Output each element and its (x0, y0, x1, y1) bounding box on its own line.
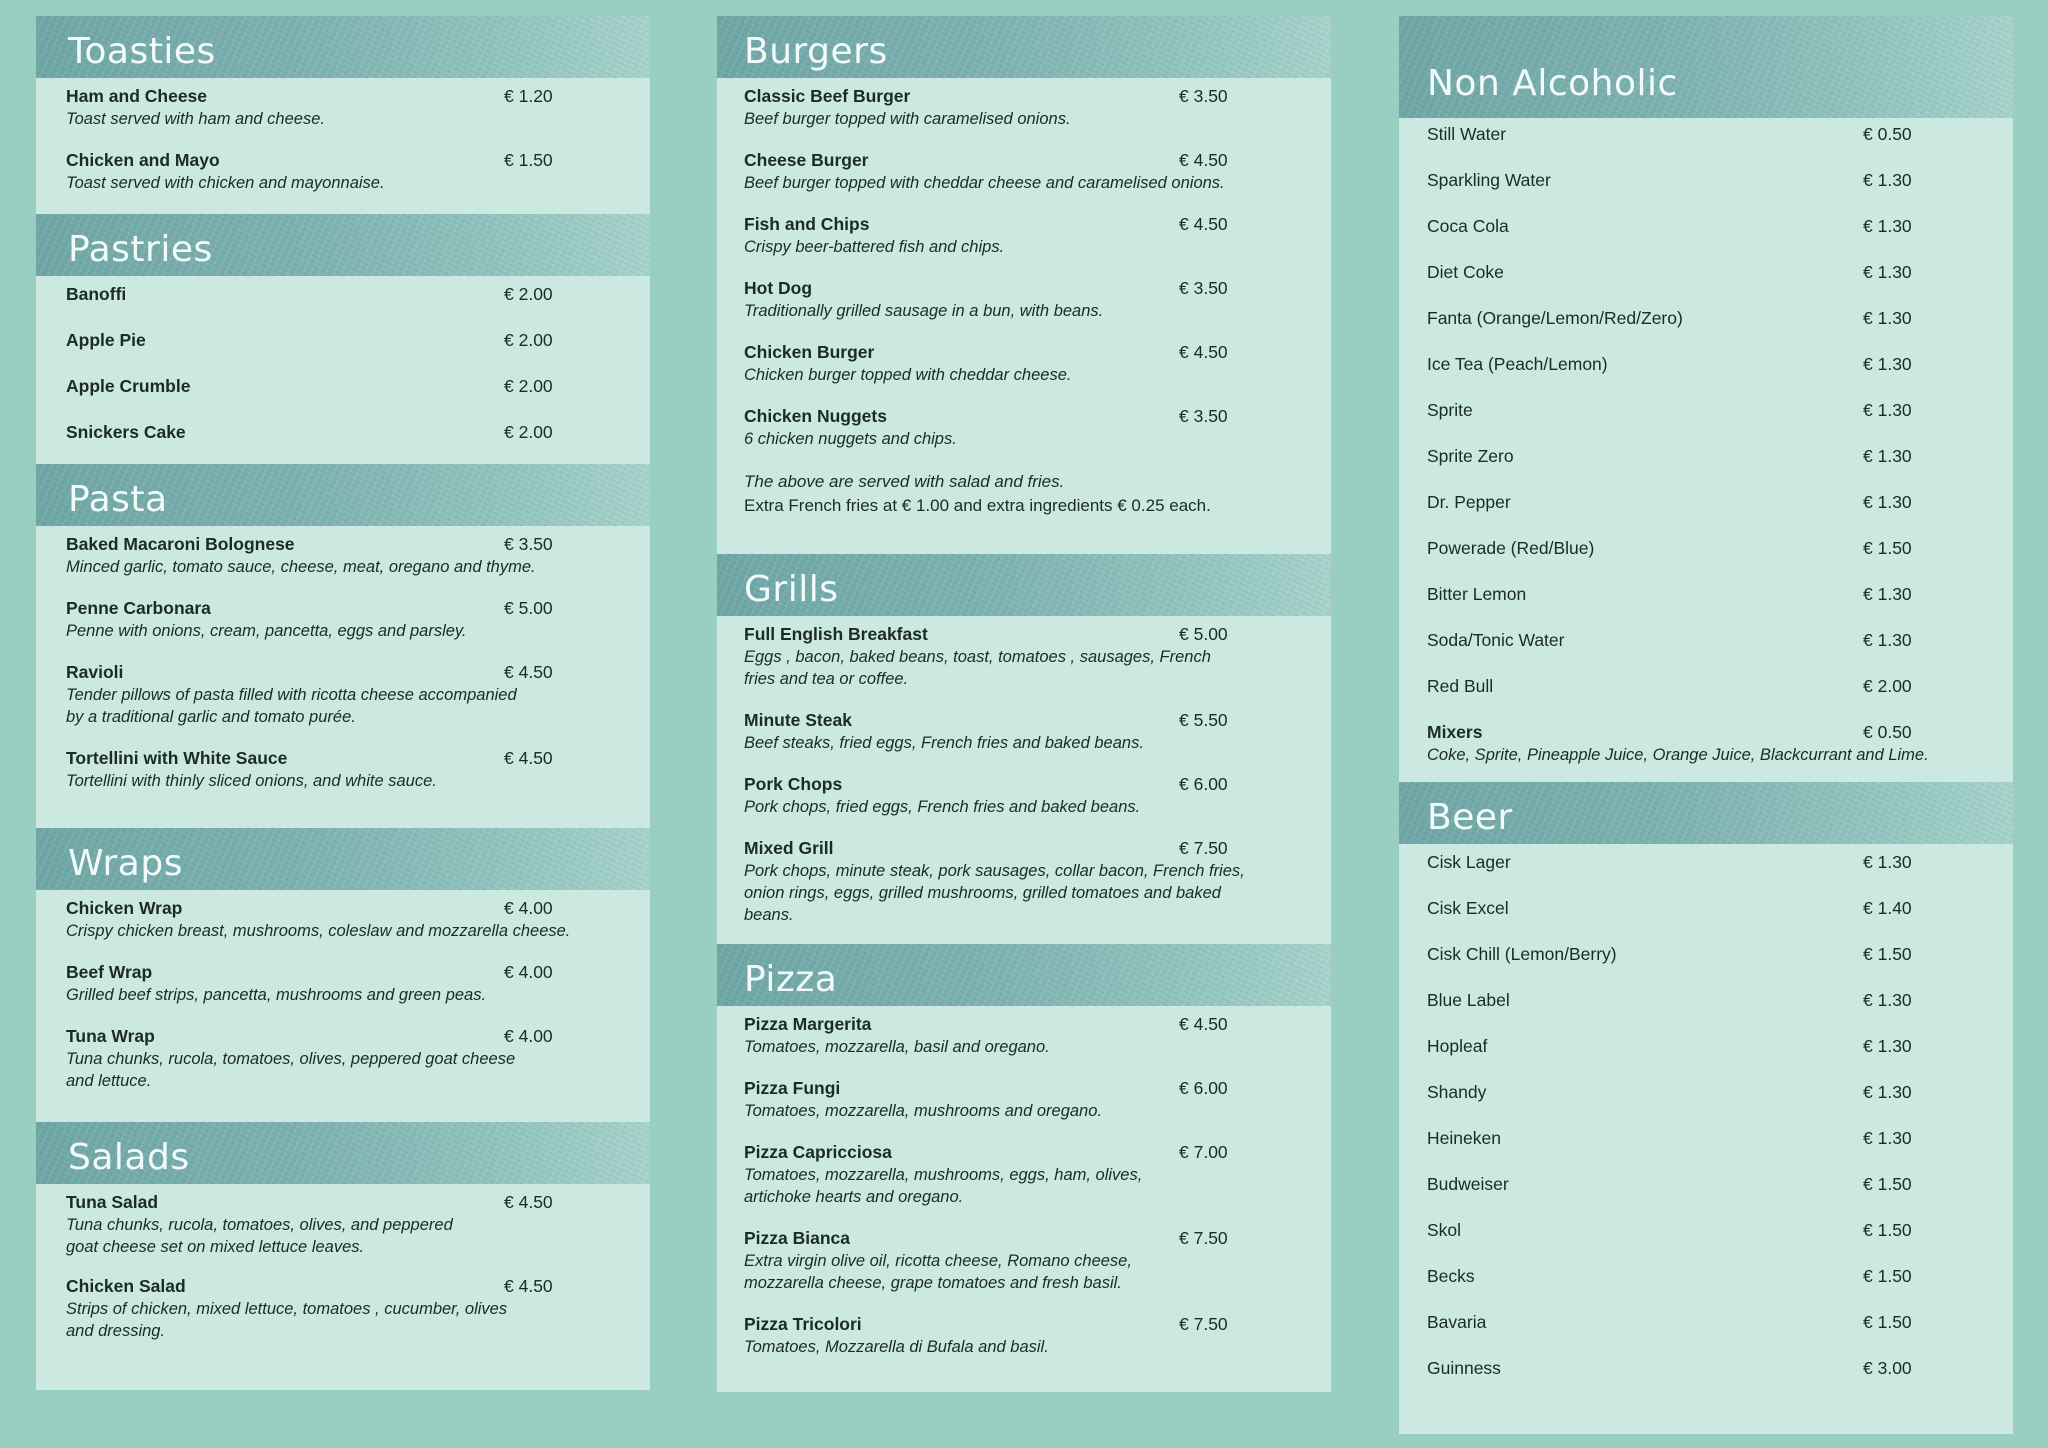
section-body (717, 78, 1331, 554)
item-name: Ham and Cheese (66, 86, 208, 106)
menu-item (717, 1014, 1331, 1058)
item-price: € 4.00 (504, 898, 553, 918)
item-description: Tuna chunks, rucola, tomatoes, olives, peppered goat cheese and lettuce. (66, 1050, 516, 1090)
menu-item (36, 1192, 650, 1258)
item-name: Apple Crumble (66, 376, 191, 396)
item-name: Hot Dog (744, 278, 813, 298)
item-name: Beef Wrap (66, 962, 153, 982)
item-name: Heineken (1427, 1128, 1501, 1148)
item-price: € 1.30 (1863, 354, 1912, 374)
item-price: € 1.50 (1863, 1174, 1912, 1194)
item-name: Bavaria (1427, 1312, 1487, 1332)
menu-item (1399, 1128, 2013, 1174)
item-price: € 1.30 (1863, 584, 1912, 604)
item-name: Sprite Zero (1427, 446, 1514, 466)
menu-item (1399, 446, 2013, 492)
item-name: Blue Label (1427, 990, 1510, 1010)
item-name: Pork Chops (744, 774, 843, 794)
section-header (1399, 16, 2013, 118)
menu-item (1399, 400, 2013, 446)
item-price: € 1.50 (1863, 538, 1912, 558)
item-name: Tuna Wrap (66, 1026, 155, 1046)
item-name: Pizza Fungi (744, 1078, 841, 1098)
section-title: Pastries (68, 229, 213, 270)
note-line-2: Extra French fries at € 1.00 and extra ingredients € 0.25 each. (744, 496, 1211, 515)
section-title: Grills (744, 569, 839, 610)
burger-footnote (717, 466, 1331, 524)
item-description: Tortellini with thinly sliced onions, and white sauce. (66, 772, 437, 790)
item-price: € 7.50 (1179, 1314, 1228, 1334)
menu-item (717, 342, 1331, 386)
item-name: Full English Breakfast (744, 624, 928, 644)
menu-item (1399, 722, 2013, 766)
item-name: Skol (1427, 1220, 1462, 1240)
item-price: € 1.50 (1863, 944, 1912, 964)
item-name: Baked Macaroni Bolognese (66, 534, 295, 554)
item-name: Fish and Chips (744, 214, 870, 234)
item-name: Becks (1427, 1266, 1475, 1286)
section-header (717, 944, 1331, 1006)
item-description: Tomatoes, mozzarella, mushrooms and oregano. (744, 1102, 1102, 1120)
item-price: € 1.50 (504, 150, 553, 170)
item-price: € 1.30 (1863, 262, 1912, 282)
item-price: € 3.50 (1179, 86, 1228, 106)
item-price: € 5.00 (1179, 624, 1228, 644)
menu-item (717, 214, 1331, 258)
menu-item (1399, 1220, 2013, 1266)
item-description: Tomatoes, Mozzarella di Bufala and basil. (744, 1338, 1049, 1356)
item-description: Penne with onions, cream, pancetta, eggs and parsley. (66, 622, 467, 640)
item-description: Extra virgin olive oil, ricotta cheese, Romano cheese, mozzarella cheese, grape tomatoes and fresh basil. (744, 1252, 1132, 1292)
item-description: Beef steaks, fried eggs, French fries and baked beans. (744, 734, 1144, 752)
item-price: € 4.50 (1179, 342, 1228, 362)
menu-item (717, 278, 1331, 322)
item-name: Apple Pie (66, 330, 146, 350)
item-price: € 1.30 (1863, 990, 1912, 1010)
item-name: Penne Carbonara (66, 598, 211, 618)
item-name: Dr. Pepper (1427, 492, 1511, 512)
item-price: € 4.50 (504, 1276, 553, 1296)
menu-item (36, 748, 650, 792)
item-price: € 4.50 (1179, 214, 1228, 234)
item-name: Hopleaf (1427, 1036, 1488, 1056)
item-name: Chicken Wrap (66, 898, 183, 918)
item-price: € 1.50 (1863, 1266, 1912, 1286)
menu-item (717, 406, 1331, 450)
item-description: Coke, Sprite, Pineapple Juice, Orange Juice, Blackcurrant and Lime. (1427, 746, 1929, 764)
item-price: € 4.50 (504, 662, 553, 682)
menu-item (1399, 1312, 2013, 1358)
section-toasties (36, 16, 650, 214)
item-price: € 1.30 (1863, 170, 1912, 190)
item-price: € 1.30 (1863, 446, 1912, 466)
menu-item (36, 662, 650, 728)
item-price: € 4.50 (1179, 150, 1228, 170)
item-name: Soda/Tonic Water (1427, 630, 1565, 650)
item-name: Sparkling Water (1427, 170, 1551, 190)
item-description: Crispy chicken breast, mushrooms, coleslaw and mozzarella cheese. (66, 922, 571, 940)
section-title: Pizza (744, 959, 838, 1000)
menu-item (1399, 630, 2013, 676)
item-price: € 7.50 (1179, 838, 1228, 858)
section-title: Non Alcoholic (1427, 63, 1678, 104)
menu-item (36, 284, 650, 330)
section-body (717, 1006, 1331, 1392)
item-price: € 6.00 (1179, 774, 1228, 794)
section-body (36, 276, 650, 464)
menu-column-1 (36, 16, 650, 1390)
item-name: Bitter Lemon (1427, 584, 1527, 604)
item-price: € 4.00 (504, 962, 553, 982)
item-name: Cisk Excel (1427, 898, 1509, 918)
menu-item (36, 962, 650, 1006)
item-description: Toast served with chicken and mayonnaise. (66, 174, 385, 192)
item-name: Cisk Lager (1427, 852, 1511, 872)
section-title: Pasta (68, 479, 168, 520)
menu-item (36, 898, 650, 942)
section-body (36, 890, 650, 1122)
item-name: Coca Cola (1427, 216, 1509, 236)
item-price: € 1.30 (1863, 216, 1912, 236)
item-description: Toast served with ham and cheese. (66, 110, 325, 128)
section-body (36, 526, 650, 828)
menu-item (1399, 584, 2013, 630)
item-name: Pizza Margerita (744, 1014, 872, 1034)
item-description: Tomatoes, mozzarella, basil and oregano. (744, 1038, 1050, 1056)
section-header (36, 16, 650, 78)
section-title: Burgers (744, 31, 888, 72)
menu-item (1399, 944, 2013, 990)
menu-column-2 (717, 16, 1331, 1392)
menu-item (36, 376, 650, 422)
item-description: Strips of chicken, mixed lettuce, tomatoes , cucumber, olives and dressing. (66, 1300, 508, 1340)
item-name: Tortellini with White Sauce (66, 748, 288, 768)
item-price: € 1.30 (1863, 852, 1912, 872)
item-price: € 1.30 (1863, 400, 1912, 420)
item-name: Snickers Cake (66, 422, 186, 442)
item-price: € 1.30 (1863, 1082, 1912, 1102)
item-description: Grilled beef strips, pancetta, mushrooms and green peas. (66, 986, 487, 1004)
menu-item (1399, 124, 2013, 170)
menu-item (1399, 354, 2013, 400)
item-name: Still Water (1427, 124, 1507, 144)
menu-item (1399, 170, 2013, 216)
section-pasta (36, 464, 650, 828)
section-pastries (36, 214, 650, 464)
item-description: Pork chops, fried eggs, French fries and baked beans. (744, 798, 1141, 816)
menu-item (36, 534, 650, 578)
section-header (1399, 782, 2013, 844)
item-name: Banoffi (66, 284, 127, 304)
menu-item (36, 150, 650, 194)
section-header (717, 16, 1331, 78)
item-price: € 1.30 (1863, 492, 1912, 512)
menu-item (36, 1276, 650, 1342)
menu-item (36, 598, 650, 642)
section-body (1399, 118, 2013, 782)
item-description: Crispy beer-battered fish and chips. (744, 238, 1005, 256)
section-body (36, 1184, 650, 1390)
item-name: Mixed Grill (744, 838, 834, 858)
item-description: Beef burger topped with caramelised onions. (744, 110, 1071, 128)
item-price: € 3.50 (1179, 278, 1228, 298)
item-description: Eggs , bacon, baked beans, toast, tomatoes , sausages, French fries and tea or coffee. (744, 648, 1211, 688)
menu-item (36, 330, 650, 376)
menu-item (717, 1314, 1331, 1358)
item-price: € 5.00 (504, 598, 553, 618)
menu-item (1399, 898, 2013, 944)
item-name: Chicken Nuggets (744, 406, 887, 426)
menu-item (1399, 492, 2013, 538)
item-name: Sprite (1427, 400, 1473, 420)
item-price: € 2.00 (504, 284, 553, 304)
item-price: € 2.00 (504, 330, 553, 350)
item-name: Classic Beef Burger (744, 86, 911, 106)
item-price: € 2.00 (504, 422, 553, 442)
section-title: Wraps (68, 843, 183, 884)
item-name: Pizza Capricciosa (744, 1142, 892, 1162)
item-price: € 3.50 (504, 534, 553, 554)
item-price: € 5.50 (1179, 710, 1228, 730)
section-header (36, 828, 650, 890)
item-price: € 4.50 (504, 1192, 553, 1212)
menu-item (1399, 1174, 2013, 1220)
item-price: € 1.30 (1863, 630, 1912, 650)
section-wraps (36, 828, 650, 1122)
menu-item (717, 710, 1331, 754)
menu-item (1399, 1266, 2013, 1312)
menu-column-3 (1399, 16, 2013, 1434)
item-description: Beef burger topped with cheddar cheese and caramelised onions. (744, 174, 1225, 192)
item-name: Minute Steak (744, 710, 852, 730)
item-description: Traditionally grilled sausage in a bun, with beans. (744, 302, 1104, 320)
item-description: Tomatoes, mozzarella, mushrooms, eggs, ham, olives, artichoke hearts and oregano. (744, 1166, 1143, 1206)
note-line-1: The above are served with salad and fries. (744, 472, 1065, 491)
item-price: € 0.50 (1863, 124, 1912, 144)
item-description: Tender pillows of pasta filled with ricotta cheese accompanied by a traditional garlic and tomato purée. (66, 686, 517, 726)
menu-item (1399, 262, 2013, 308)
menu-item (36, 422, 650, 468)
section-header (36, 1122, 650, 1184)
item-name: Tuna Salad (66, 1192, 159, 1212)
item-description: Pork chops, minute steak, pork sausages, collar bacon, French fries, onion rings, eggs, grilled mushrooms, grilled tomatoes and baked beans. (744, 862, 1245, 924)
item-name: Cheese Burger (744, 150, 869, 170)
menu-item (717, 1078, 1331, 1122)
section-grills (717, 554, 1331, 944)
menu-item (36, 86, 650, 130)
menu-item (1399, 216, 2013, 262)
item-description: Minced garlic, tomato sauce, cheese, meat, oregano and thyme. (66, 558, 536, 576)
menu-item (717, 774, 1331, 818)
section-non-alcoholic (1399, 16, 2013, 782)
item-name: Powerade (Red/Blue) (1427, 538, 1595, 558)
item-price: € 1.40 (1863, 898, 1912, 918)
section-header (717, 554, 1331, 616)
item-price: € 1.50 (1863, 1220, 1912, 1240)
item-name: Cisk Chill (Lemon/Berry) (1427, 944, 1617, 964)
menu-item (1399, 1358, 2013, 1404)
menu-item (36, 1026, 650, 1092)
menu-item (1399, 538, 2013, 584)
item-name: Mixers (1427, 722, 1483, 742)
section-body (1399, 844, 2013, 1434)
item-name: Guinness (1427, 1358, 1501, 1378)
section-header (36, 214, 650, 276)
menu-item (717, 838, 1331, 926)
menu-item (1399, 1036, 2013, 1082)
menu-item (1399, 676, 2013, 722)
section-title: Salads (68, 1137, 190, 1178)
item-price: € 1.30 (1863, 1036, 1912, 1056)
item-name: Chicken and Mayo (66, 150, 220, 170)
item-name: Diet Coke (1427, 262, 1504, 282)
item-price: € 1.50 (1863, 1312, 1912, 1332)
menu-item (717, 624, 1331, 690)
menu-item (717, 1142, 1331, 1208)
item-price: € 4.50 (504, 748, 553, 768)
item-price: € 7.50 (1179, 1228, 1228, 1248)
section-body (36, 78, 650, 214)
item-price: € 3.50 (1179, 406, 1228, 426)
item-price: € 2.00 (1863, 676, 1912, 696)
item-description: Chicken burger topped with cheddar cheese. (744, 366, 1072, 384)
section-title: Beer (1427, 797, 1513, 838)
item-price: € 6.00 (1179, 1078, 1228, 1098)
section-header (36, 464, 650, 526)
item-name: Ice Tea (Peach/Lemon) (1427, 354, 1608, 374)
item-price: € 1.30 (1863, 308, 1912, 328)
item-name: Shandy (1427, 1082, 1487, 1102)
section-beer (1399, 782, 2013, 1434)
item-description: 6 chicken nuggets and chips. (744, 430, 957, 448)
menu-item (717, 1228, 1331, 1294)
menu-item (1399, 1082, 2013, 1128)
item-name: Chicken Burger (744, 342, 875, 362)
menu-item (717, 86, 1331, 130)
item-price: € 3.00 (1863, 1358, 1912, 1378)
menu-item (1399, 990, 2013, 1036)
item-name: Pizza Bianca (744, 1228, 851, 1248)
item-name: Chicken Salad (66, 1276, 186, 1296)
item-price: € 1.20 (504, 86, 553, 106)
item-price: € 1.30 (1863, 1128, 1912, 1148)
menu-item (1399, 852, 2013, 898)
item-description: Tuna chunks, rucola, tomatoes, olives, and peppered goat cheese set on mixed lettuce leaves. (66, 1216, 453, 1256)
section-burgers (717, 16, 1331, 554)
item-name: Red Bull (1427, 676, 1494, 696)
item-name: Fanta (Orange/Lemon/Red/Zero) (1427, 308, 1683, 328)
menu-item (1399, 308, 2013, 354)
item-price: € 2.00 (504, 376, 553, 396)
item-price: € 4.50 (1179, 1014, 1228, 1034)
item-name: Pizza Tricolori (744, 1314, 862, 1334)
menu-item (717, 150, 1331, 194)
item-name: Budweiser (1427, 1174, 1509, 1194)
item-price: € 4.00 (504, 1026, 553, 1046)
section-title: Toasties (68, 31, 216, 72)
section-pizza (717, 944, 1331, 1392)
item-price: € 0.50 (1863, 722, 1912, 742)
item-name: Ravioli (66, 662, 124, 682)
section-body (717, 616, 1331, 944)
section-salads (36, 1122, 650, 1390)
item-price: € 7.00 (1179, 1142, 1228, 1162)
